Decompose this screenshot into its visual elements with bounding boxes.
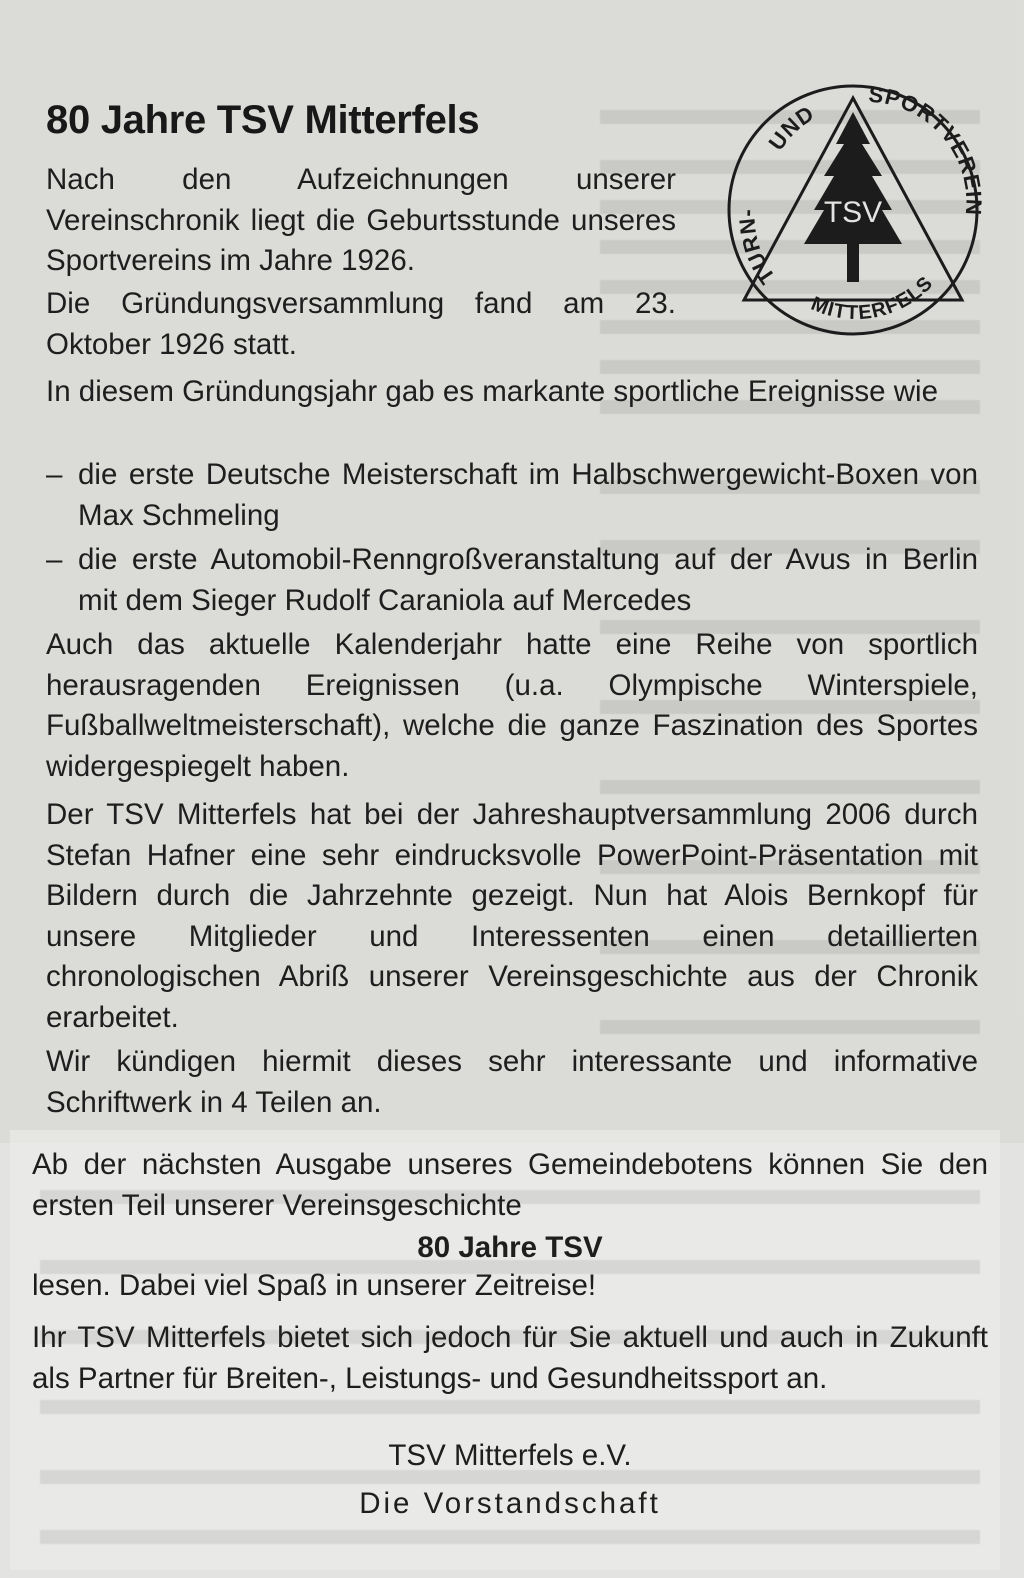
event-list-item [46, 540, 978, 621]
offer-paragraph: Ihr TSV Mitterfels bietet sich jedoch für Sie aktuell und auch in Zukunft als Partner für Breiten-, Leistungs- und Gesundheitssport an. [32, 1321, 988, 1395]
bullet-dash: – [46, 458, 63, 491]
calendar-paragraph: Auch das aktuelle Kalenderjahr hatte eine Reihe von sportlich herausragenden Ereignissen (u.a. Olympische Winterspiele, Fußballweltmeisterschaft), welche die ganze Faszination des Sportes widergespiegelt haben. [46, 628, 978, 783]
emblem-top-text: UND [763, 100, 819, 155]
enjoy-line: lesen. Dabei viel Spaß in unserer Zeitreise! [32, 1269, 597, 1302]
intro-paragraph: Nach den Aufzeichnungen unserer Vereinschronik liegt die Geburtsstunde unseres Sportvereins im Jahre 1926. [46, 163, 676, 277]
next-issue-paragraph: Ab der nächsten Ausgabe unseres Gemeindebotens können Sie den ersten Teil unserer Vereinsgeschichte [32, 1148, 988, 1222]
event-list-item [46, 455, 978, 536]
founding-paragraph: Die Gründungsversammlung fand am 23. Oktober 1926 statt. [46, 287, 676, 361]
emblem-center-text: TSV [823, 196, 883, 229]
signature-board: Die Vorstandschaft [359, 1487, 661, 1520]
emblem-left-text: TURN- [734, 207, 781, 289]
emblem-bottom-text: MITTERFELS [807, 271, 938, 325]
event-text: die erste Automobil-Renngroßveranstaltung auf der Avus in Berlin mit dem Sieger Rudolf Caraniola auf Mercedes [78, 543, 978, 617]
presentation-paragraph: Der TSV Mitterfels hat bei der Jahreshauptversammlung 2006 durch Stefan Hafner eine sehr eindrucksvolle PowerPoint-Präsentation mit Bildern durch die Jahrzehnte gezeigt. Nun hat Alois Bernkopf für unsere Mitglieder und Interessenten einen detaillierten chronologischen Abriß unserer Vereinsgeschichte aus der Chronik erarbeitet. [46, 798, 978, 1034]
bullet-dash: – [46, 543, 63, 576]
emblem-right-text: SPORTVEREIN [867, 81, 987, 217]
svg-text:UND [764, 100, 819, 154]
tsv-club-emblem [718, 72, 988, 342]
signature-club: TSV Mitterfels e.V. [388, 1439, 632, 1472]
series-title: 80 Jahre TSV [417, 1231, 603, 1264]
event-text: die erste Deutsche Meisterschaft im Halbschwergewicht-Boxen von Max Schmeling [78, 458, 978, 532]
svg-text:SPORTVEREIN [867, 82, 986, 217]
announcement-paragraph: Wir kündigen hiermit dieses sehr interessante und informative Schriftwerk in 4 Teilen an. [46, 1045, 978, 1119]
events-intro-paragraph: In diesem Gründungsjahr gab es markante sportliche Ereignisse wie [46, 375, 939, 408]
article-title: 80 Jahre TSV Mitterfels [46, 98, 480, 142]
